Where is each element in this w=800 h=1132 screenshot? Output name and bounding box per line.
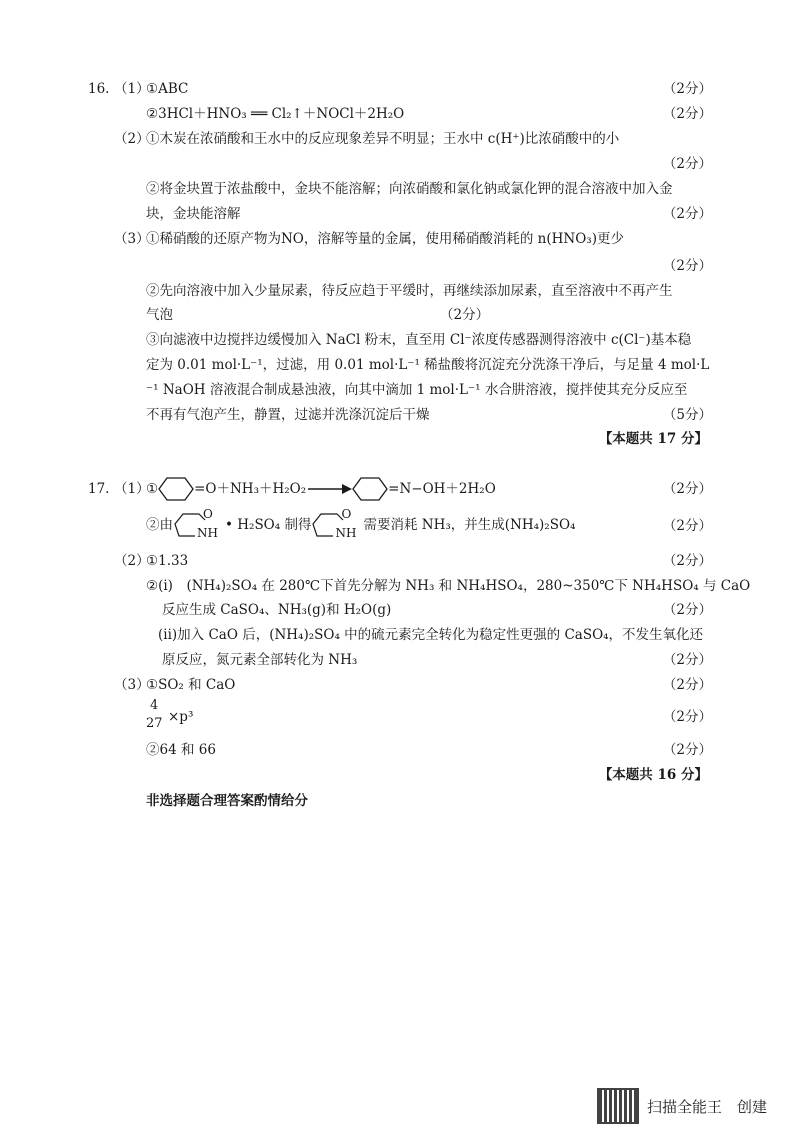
q17-line3-score: （2分）	[662, 553, 712, 569]
fraction-numerator: 4	[150, 698, 159, 713]
q16-total: 【本题共 17 分】	[598, 431, 708, 447]
lactam-nh: NH	[197, 526, 218, 540]
q17-r2-b: • H₂SO₄ 制得	[225, 517, 312, 533]
q16-line7: ②先向溶液中加入少量尿素，待反应趋于平缓时，再继续添加尿素，直至溶液中不再产生	[146, 283, 673, 299]
q17-part1-label: （1）	[114, 481, 150, 497]
q17-reaction-row	[146, 476, 496, 502]
q17-number: 17.	[88, 481, 110, 497]
cyclohexane-ring-icon	[352, 476, 388, 502]
q16-line1-score: （2分）	[662, 81, 712, 97]
lactam-oxygen: O	[341, 507, 352, 521]
q17-total: 【本题共 16 分】	[598, 767, 708, 783]
q16-part1-label: （1）	[114, 81, 150, 97]
q16-line12-score: （5分）	[662, 407, 712, 423]
q16-line12: 不再有气泡产生，静置，过滤并洗涤沉淀后干燥	[146, 407, 430, 423]
q16-part3-label: （3）	[114, 231, 150, 247]
q16-line4: ②将金块置于浓盐酸中，金块不能溶解；向浓硝酸和氯化钠或氯化钾的混合溶液中加入金	[146, 181, 673, 197]
q16-line2: ②3HCl＋HNO₃ ══ Cl₂↑＋NOCl＋2H₂O	[146, 106, 405, 122]
lactam-oxygen: O	[203, 507, 213, 521]
q16-line9: ③向滤液中边搅拌边缓慢加入 NaCl 粉末，直至用 Cl⁻浓度传感器测得溶液中 c(Cl⁻)基本稳	[146, 332, 692, 348]
q16-line3-score: （2分）	[662, 156, 712, 172]
q16-line5: 块，金块能溶解	[146, 206, 241, 222]
q16-line3: ①木炭在浓硝酸和王水中的反应现象差异不明显；王水中 c(H⁺)比浓硝酸中的小	[146, 131, 620, 147]
q16-line5-score: （2分）	[662, 206, 712, 222]
q17-line6: (ii)加入 CaO 后，(NH₄)₂SO₄ 中的硫元素完全转化为稳定性更强的 CaSO₄，不发生氧化还	[158, 627, 704, 643]
q16-line6-score: （2分）	[662, 258, 712, 274]
q17-line7-score: （2分）	[662, 652, 712, 668]
q17-r1-mid: =O＋NH₃＋H₂O₂	[194, 481, 307, 497]
fraction-denominator: 27	[146, 716, 163, 731]
scanner-watermark	[597, 1088, 767, 1124]
q16-line10: 定为 0.01 mol·L⁻¹，过滤，用 0.01 mol·L⁻¹ 稀盐酸将沉淀充分洗涤干净后，与足量 4 mol·L	[146, 357, 710, 373]
lactam-nh: NH	[335, 526, 357, 540]
q16-number: 16.	[88, 81, 110, 97]
q17-line8-score: （2分）	[662, 677, 712, 693]
q17-r2-score: （2分）	[662, 518, 712, 534]
grading-note: 非选择题合理答案酌情给分	[146, 793, 308, 809]
q16-part2-label: （2）	[114, 131, 150, 147]
q16-line2-score: （2分）	[662, 106, 712, 122]
q17-line5: 反应生成 CaSO₄、NH₃(g)和 H₂O(g)	[162, 602, 392, 618]
q17-line10: ②64 和 66	[146, 742, 216, 758]
q17-line7: 原反应，氮元素全部转化为 NH₃	[162, 652, 358, 668]
fraction-tail: ×p³	[168, 709, 194, 725]
caprolactam-structure-icon	[311, 507, 363, 540]
q16-line8-score: （2分）	[440, 307, 490, 323]
q17-caprolactam-row	[146, 507, 576, 540]
q17-line10-score: （2分）	[662, 742, 712, 758]
cyclohexane-ring-icon	[158, 476, 194, 502]
reaction-arrow-icon	[306, 482, 352, 496]
q17-r1-suffix: =N−OH＋2H₂O	[388, 481, 496, 497]
q17-r1-prefix: ①	[146, 481, 159, 497]
q16-line1: ①ABC	[146, 81, 189, 97]
qr-code-icon	[597, 1088, 639, 1124]
q16-line8: 气泡	[146, 307, 173, 323]
q17-frac-score: （2分）	[662, 709, 712, 725]
q17-line3: ①1.33	[146, 553, 189, 569]
scanner-brand-text: 扫描全能王 创建	[647, 1097, 768, 1116]
q17-part2-label: （2）	[114, 553, 150, 569]
q17-r2-c: 需要消耗 NH₃，并生成(NH₄)₂SO₄	[363, 517, 576, 533]
q16-line6: ①稀硝酸的还原产物为NO，溶解等量的金属，使用稀硝酸消耗的 n(HNO₃)更少	[146, 231, 624, 247]
caprolactam-structure-icon	[173, 507, 225, 540]
q16-line11: ⁻¹ NaOH 溶液混合制成悬浊液，向其中滴加 1 mol·L⁻¹ 水合肼溶液，搅拌使其充分反应至	[146, 382, 688, 398]
q17-part3-label: （3）	[114, 677, 150, 693]
q17-r2-a: ②由	[146, 517, 173, 533]
q17-line4: ②(ⅰ) (NH₄)₂SO₄ 在 280℃下首先分解为 NH₃ 和 NH₄HSO₄，280~350℃下 NH₄HSO₄ 与 CaO	[146, 578, 751, 594]
q17-r1-score: （2分）	[662, 481, 712, 497]
q17-line5-score: （2分）	[662, 602, 712, 618]
q17-line8: ①SO₂ 和 CaO	[146, 677, 236, 693]
